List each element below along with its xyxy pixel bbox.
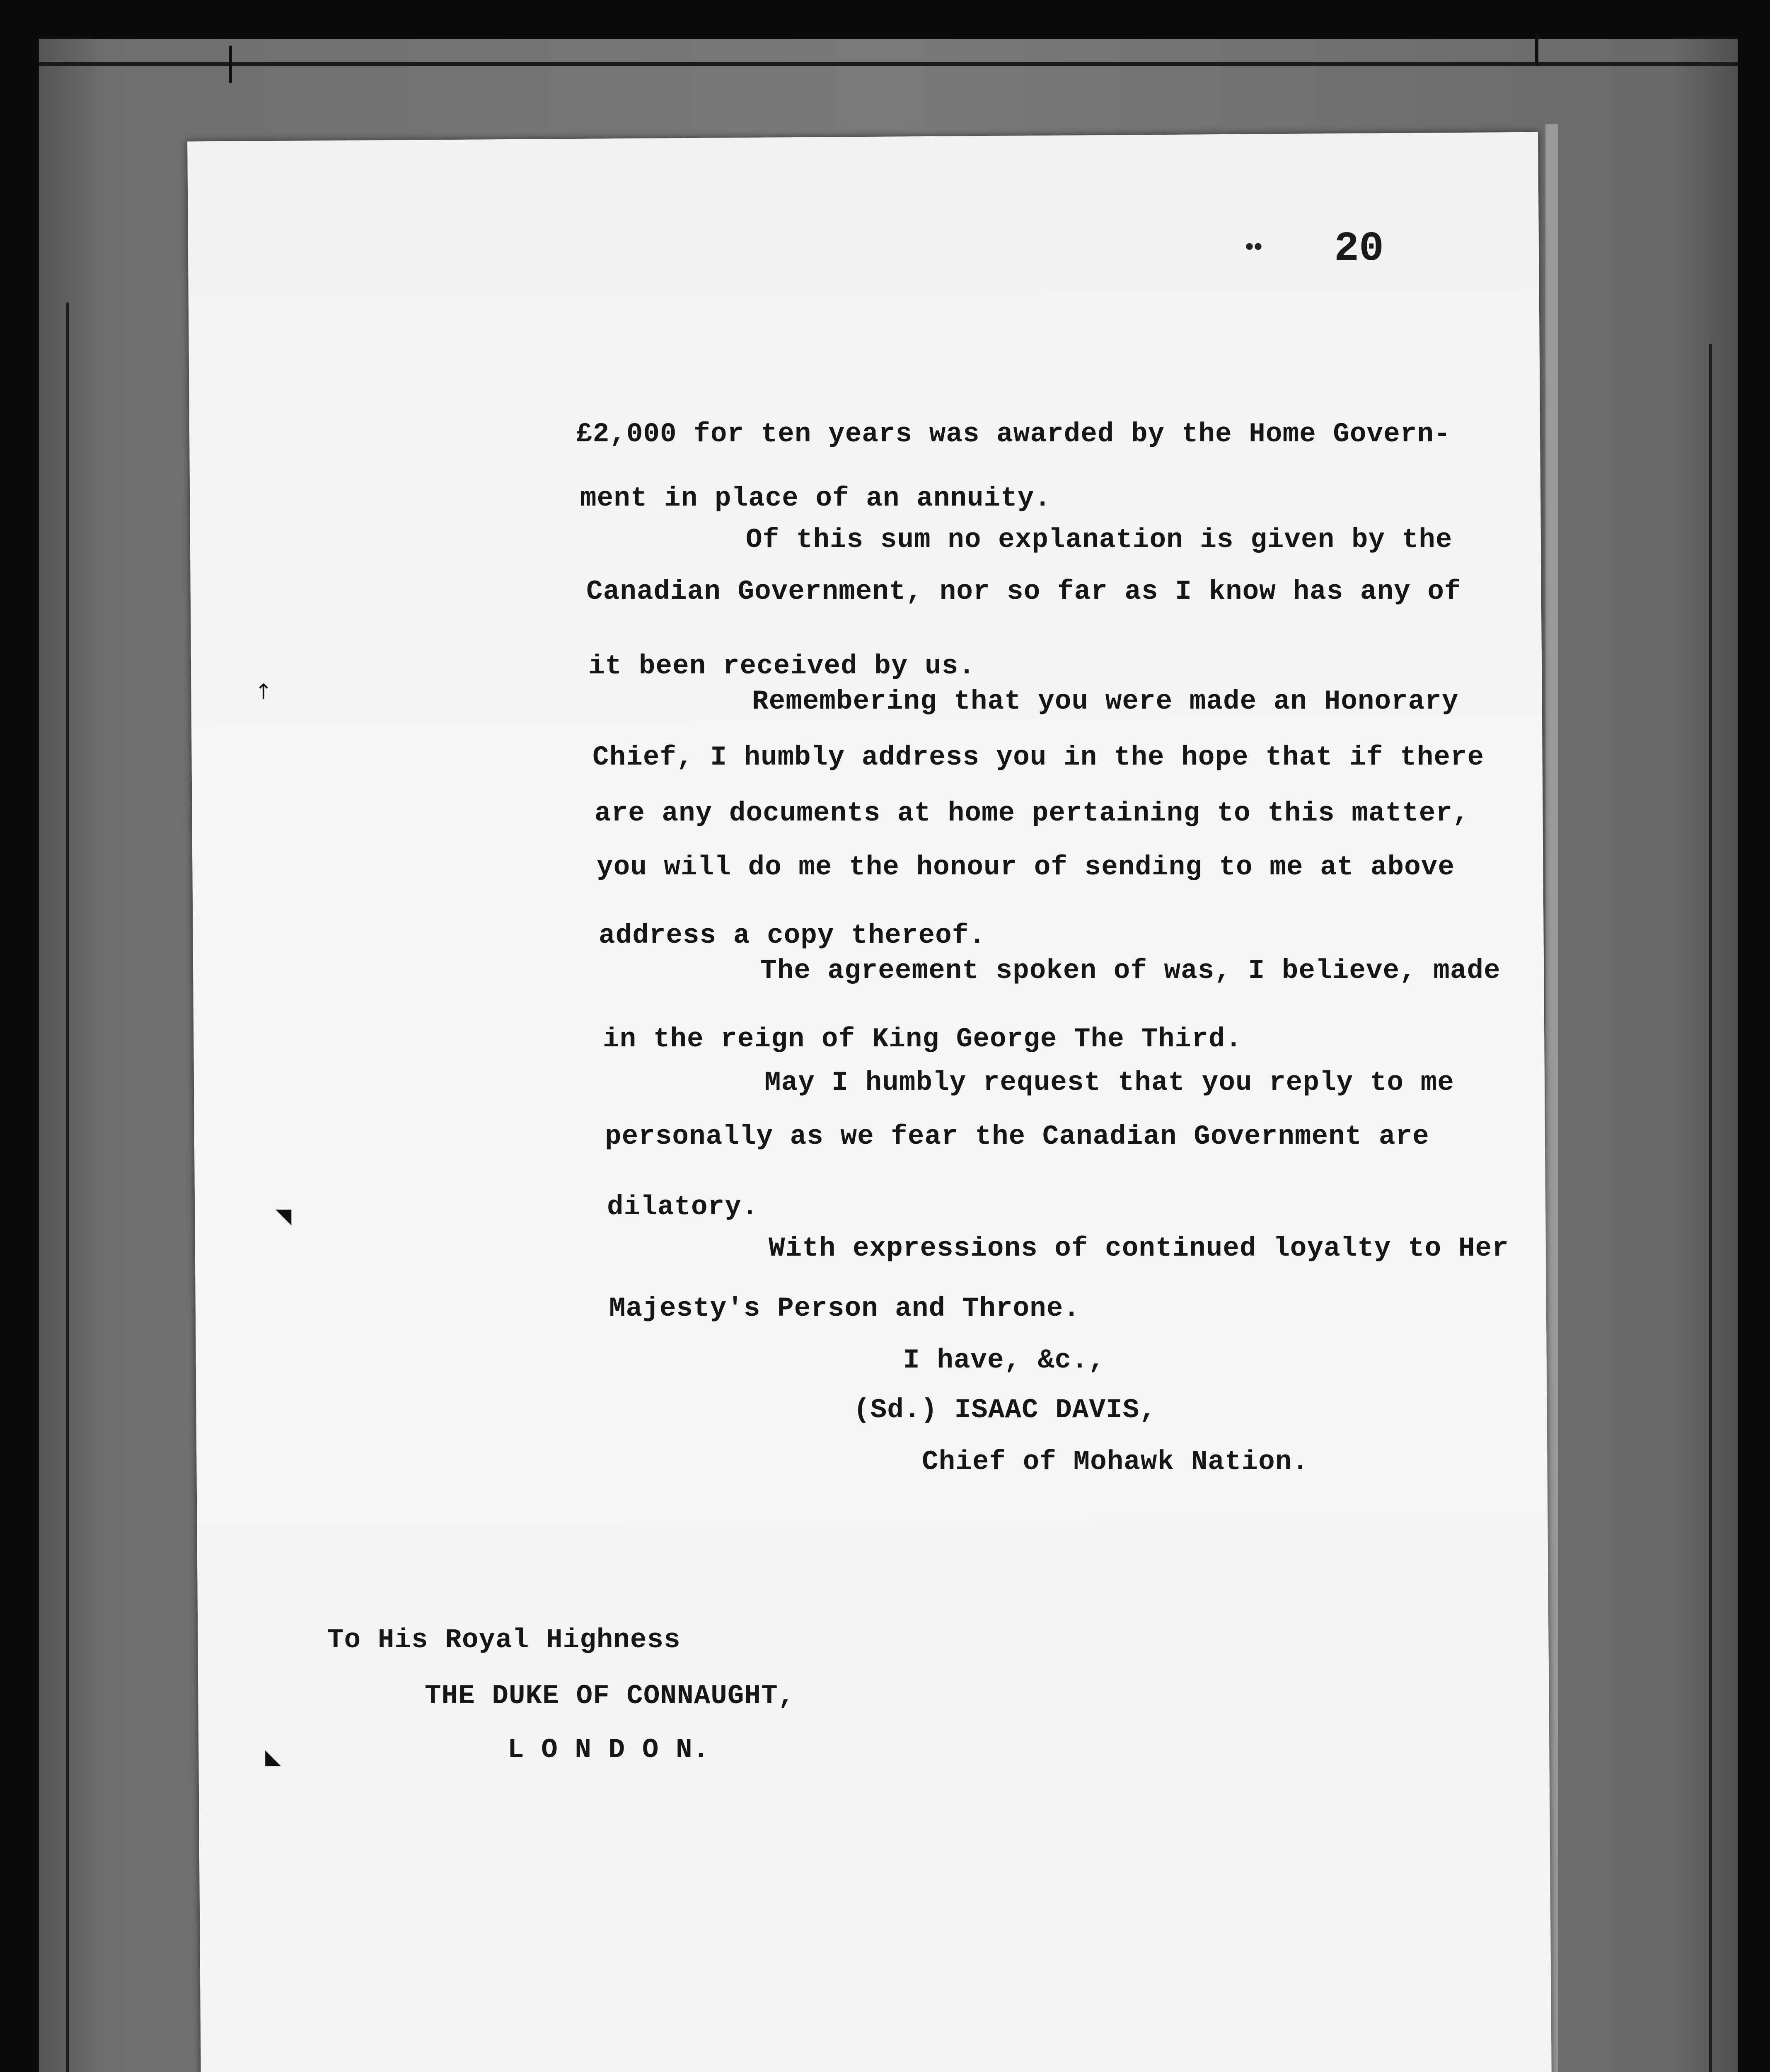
right-margin-line xyxy=(1709,344,1712,2072)
body-line: in the reign of King George The Third. xyxy=(603,1024,1243,1055)
body-line: it been received by us. xyxy=(588,651,975,682)
signature-line: (Sd.) ISAAC DAVIS, xyxy=(854,1394,1156,1426)
top-rule xyxy=(39,62,1738,66)
body-line: Remembering that you were made an Honorary xyxy=(752,686,1459,717)
body-line: Chief, I humbly address you in the hope that if there xyxy=(592,742,1485,773)
page-number: 20 xyxy=(1334,226,1384,273)
page-dot-mark: •• xyxy=(1245,232,1263,260)
body-line: ment in place of an annuity. xyxy=(580,483,1051,514)
address-line: L O N D O N. xyxy=(508,1734,710,1765)
closing-line: I have, &c., xyxy=(903,1345,1105,1376)
left-margin-line xyxy=(66,303,69,2072)
margin-mark: ◣ xyxy=(265,1745,281,1769)
body-line: The agreement spoken of was, I believe, made xyxy=(760,955,1501,986)
body-line: Majesty's Person and Throne. xyxy=(609,1293,1080,1324)
margin-arrow-mark: ↑ xyxy=(255,680,272,704)
body-line: Canadian Government, nor so far as I know has any of xyxy=(586,576,1461,607)
frame-tick-left xyxy=(229,46,232,83)
body-line: are any documents at home pertaining to this matter, xyxy=(595,798,1470,829)
address-line: THE DUKE OF CONNAUGHT, xyxy=(425,1680,795,1711)
body-line: dilatory. xyxy=(607,1191,759,1222)
body-line: address a copy thereof. xyxy=(599,920,986,951)
body-line: Of this sum no explanation is given by the xyxy=(746,524,1453,555)
address-line: To His Royal Highness xyxy=(327,1624,681,1656)
body-line: £2,000 for ten years was awarded by the Home Govern- xyxy=(576,419,1451,450)
body-line: personally as we fear the Canadian Government are xyxy=(605,1121,1429,1152)
body-line: May I humbly request that you reply to me xyxy=(764,1067,1454,1098)
signature-title: Chief of Mohawk Nation. xyxy=(922,1446,1309,1477)
margin-mark: ◥ xyxy=(276,1204,292,1228)
body-line: you will do me the honour of sending to me at above xyxy=(597,852,1455,883)
body-line: With expressions of continued loyalty to Her xyxy=(769,1233,1509,1264)
frame-tick-right xyxy=(1535,33,1538,66)
